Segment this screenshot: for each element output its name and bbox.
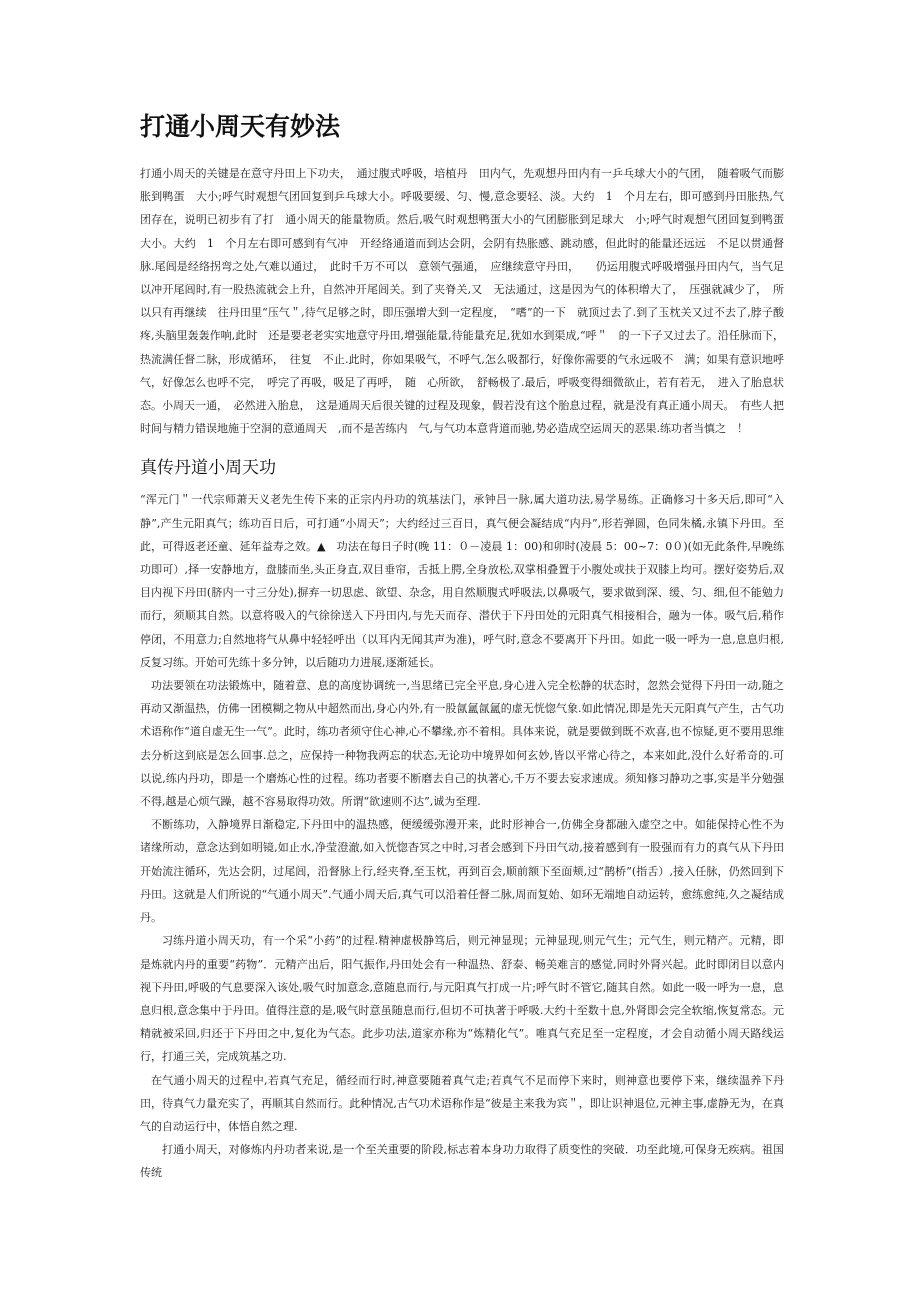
intro-paragraph: 打通小周天的关键是在意守丹田上下功夫， 通过腹式呼吸，培植丹 田内气，先观想丹田内有一乒乓球大小的气团， 随着吸气而膨胀到鸭蛋 大小;呼气时观想气团回复到乒乓球大小。呼吸要缓、匀、慢,意念要轻、淡。大约 1 个月左右，即可感到丹田胀热,气团存在，说明已初步有了打 通小周天的能量物质。然后,吸气时观想鸭蛋大小的气团膨胀到足球大 小;呼气时观想气团回复到鸭蛋大小。大约 1 个月左右即可感到有气冲 开经络通道而到达会阴，会阴有热胀感、跳动感，但此时的能量还远远 不足以贯通督脉.尾闾是经络拐弯之处,气难以通过， 此时千万不可以 意领气强通， 应继续意守丹田， 仍运用腹式呼吸增强丹田内气，当气足 以冲开尾闾时,有一股热流就会上升，自然冲开尾闾关。到了夹脊关,又 无法通过，这是因为气的体积增大了， 压强就减少了， 所以只有再继续 往丹田里“压气＂,待气足够之时，即压强增大到一定程度， “嗜”的一下 就顶过去了.到了玉枕关又过不去了,脖子酸疼,头脑里轰轰作响,此时 还是要老老实实地意守丹田,增强能量,待能量充足,犹如水到渠成,“呼＂ 的一下子又过去了。沿任脉而下，热流满任督二脉，形成循环， 往复 不止.此时，你如果吸气，不呼气,怎么吸都行，好像你需要的气永远吸不 满；如果有意识地呼气，好像怎么也呼不完， 呼完了再吸，吸足了再呼， 随 心所欲， 舒畅极了.最后，呼吸变得细微欲止，若有若无， 进入了胎息状 态。小周天一通， 必然进入胎息， 这是通周天后很关键的过程及现象，假若没有这个胎息过程，就是没有真正通小周天。 有些人把时间与精力错误地施于空洞的意通周天 ,而不是苦练内 气,与气功本意背道而驰,势必造成空运周天的恶果.练功者当慎之 ！ bbox=[140, 167, 795, 436]
section-heading: 真传丹道小周天功 bbox=[140, 458, 276, 479]
body-paragraph: 在气通小周天的过程中,若真气充足，循经而行时,神意要随着真气走;若真气不足而停下来时，则神意也要停下来，继续温养下丹田，待真气力量充实了，再顺其自然而行。此种情况,古气功术语称作是“彼是主来我为宾＂，即让识神退位,元神主事,虚静无为，在真气的自动运行中，体悟自然之理. bbox=[140, 1073, 784, 1133]
document-title: 打通小周天有妙法 bbox=[140, 112, 341, 141]
document-page bbox=[140, 110, 795, 1185]
body-paragraph: 不断练功，入静境界日渐稳定,下丹田中的温热感，便缓缓弥漫开来，此时形神合一,仿佛全身都融入虚空之中。如能保持心性不为诸缘所动，意念达到如明镜,如止水,净莹澄澈,如入恍惚杳冥之中时,习者会感到下丹田气动,接着感到有一股强而有力的真气从下丹田开始流注循环，先达会阴，过尾闾，沿督脉上行,经夹脊,至玉枕，再到百会,顺前额下至面颊,过“鹊桥”(指舌）,接入任脉，仍然回到下丹田。这就是人们所说的“气通小周天”.气通小周天后,真气可以沿着任督二脉,周而复始、如环无端地自动运转，愈练愈纯,久之凝结成丹。 bbox=[140, 818, 784, 925]
body-paragraph: 习练丹道小周天功，有一个采“小药”的过程.精神虚极静笃后，则元神显现；元神显现,则元气生；元气生，则元精产。元精，即是炼就内丹的重要“药物”．元精产出后，阳气振作,丹田处会有一种温热、舒泰、畅美难言的感觉,同时外肾兴起。此时即闭目以意内视下丹田,呼吸的气息要深入该处,吸气时加意念,意随息而行,与元阳真气打成一片;呼气时不管它,随其自然。如此一吸一呼为一息，息息归根,意念集中于丹田。值得注意的是,吸气时意虽随息而行,但切不可执著于呼吸.大约十至数十息,外肾即会完全软缩,恢复常态。元精就被采回,归还于下丹田之中,复化为气态。此步功法,道家亦称为“炼精化气”。唯真气充足至一定程度，才会自动循小周天路线运行，打通三关，完成筑基之功. bbox=[140, 934, 784, 1064]
body-paragraph: “浑元门＂一代宗师萧天义老先生传下来的正宗内丹功的筑基法门，承钟吕一脉,属大道功法,易学易练。正确修习十多天后,即可“入静”,产生元阳真气；练功百日后，可打通“小周天”；大约经过三百日，真气便会凝结成“内丹”,形若弹圆，色同朱橘,永镇下丹田。至此，可得返老还童、延年益寿之效。▲ 功法在每日子时(晚 11：０－凌晨 1：00)和卯时(凌晨 5：00~7：0０)(如无此条件,早晚练功即可）,择一安静地方，盘膝而坐,头正身直,双目垂帘，舌抵上腭,全身放松,双掌相叠置于小腹处或扶于双膝上均可。摆好姿势后,双目内视下丹田(脐内一寸三分处),摒弃一切思虑、欲望、杂念，用自然顺腹式呼吸法,以鼻吸气，要求做到深、缓、匀、细,但不能勉力而行，须顺其自然。以意将吸入的气徐徐送入下丹田内,与先天而存、潜伏于下丹田处的元阳真气相接相合，融为一体。吸气后,稍作停闭，不用意力;自然地将气从鼻中轻轻呼出（以耳内无闻其声为准)，呼气时,意念不要离开下丹田。如此一吸一呼为一息,息息归根,反复习练。开始可先练十多分钟，以后随功力进展,逐渐延长。 bbox=[140, 493, 784, 669]
body-paragraph: 功法要领在功法锻炼中，随着意、息的高度协调统一,当思绪已完全平息,身心进入完全松静的状态时，忽然会觉得下丹田一动,随之再动又渐温热，仿佛一团模糊之物从中超然而出,身心内外,有一股氤氲氤氲的虚无恍惚气象.如此情况,即是先天元阳真气产生，古气功术语称作“道自虚无生一气”。此时，练功者须守住心神,心不攀缘,亦不着相。具体来说，就是要做到既不欢喜,也不惊疑,更不要用思维去分析这到底是怎么回事.总之，应保持一种物我两忘的状态,无论功中境界如何玄妙,皆以平常心待之，本来如此,没什么好希奇的.可以说,练内丹功，即是一个磨炼心性的过程。练功者要不断磨去自己的执著心,千万不要去妄求速成。须知修习静功之事,实是半分勉强不得,越是心烦气躁，越不容易取得功效。所谓“欲速则不达”,诚为至理. bbox=[140, 679, 784, 809]
body-paragraph: 打通小周天，对修炼内丹功者来说,是一个至关重要的阶段,标志着本身功力取得了质变性的突破．功至此境,可保身无疾病。祖国传统 bbox=[140, 1143, 784, 1180]
